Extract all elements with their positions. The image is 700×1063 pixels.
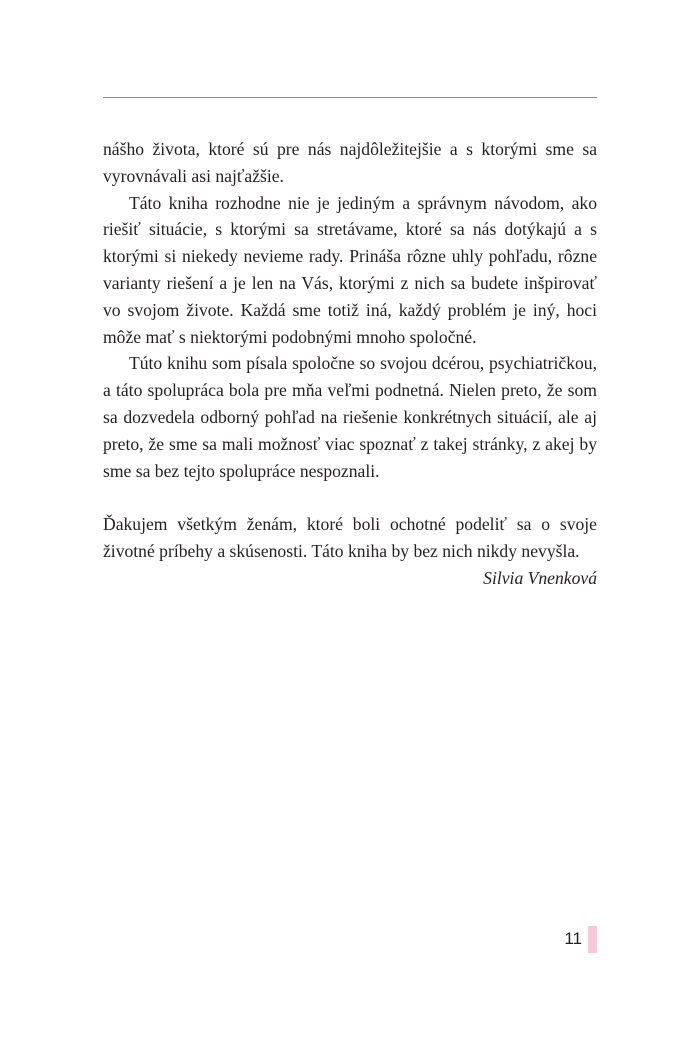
body-text — [103, 136, 597, 592]
header-rule — [103, 97, 597, 98]
paragraph-continuation: nášho života, ktoré sú pre nás najdôležitejšie a s ktorými sme sa vyrovnávali asi najťažšie. — [103, 139, 597, 186]
paragraph-acknowledgement: Ďakujem všetkým ženám, ktoré boli ochotné podeliť sa o svoje životné príbehy a skúsenosti. Táto kniha by bez nich nikdy nevyšla. — [103, 514, 597, 561]
page-marker-tab — [588, 926, 597, 953]
author-signature: Silvia Vnenková — [483, 567, 597, 588]
paragraph-book-purpose: Táto kniha rozhodne nie je jediným a správnym návodom, ako riešiť situácie, s ktorými sa stretávame, ktoré sa nás dotýkajú a s ktorými si niekedy nevieme rady. Prináša rôzne uhly pohľadu, rôzne varianty riešení a je len na Vás, ktorými z nich sa budete inšpirovať vo svojom živote. Každá sme totiž iná, každý problém je iný, hoci môže mať s niektorými podobnými mnoho spoločné. — [103, 192, 597, 347]
page-number: 11 — [564, 929, 582, 948]
paragraph-collaboration: Túto knihu som písala spoločne so svojou dcérou, psychiatričkou, a táto spolupráca bola pre mňa veľmi podnetná. Nielen preto, že som sa dozvedela odborný pohľad na riešenie konkrétnych situácií, ale aj preto, že sme sa mali možnosť viac spoznať z takej stránky, z akej by sme sa bez tejto spolupráce nespoznali. — [103, 353, 597, 481]
